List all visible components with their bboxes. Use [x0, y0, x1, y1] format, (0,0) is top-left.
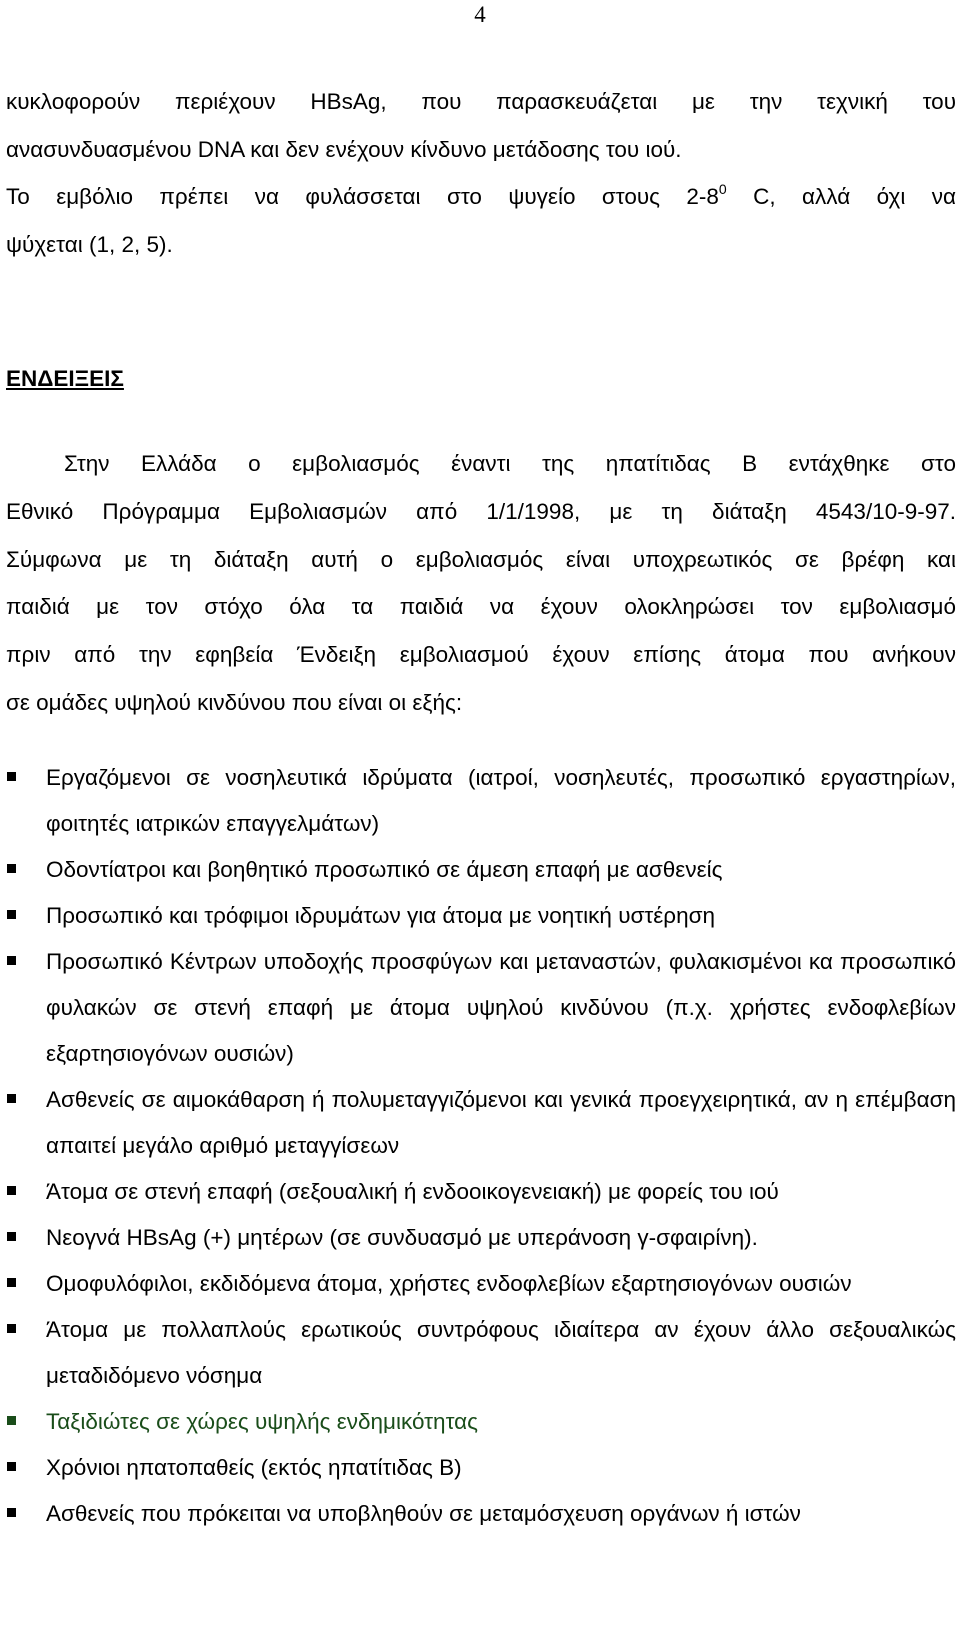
list-item-text: Προσωπικό Κέντρων υποδοχής προσφύγων και μεταναστών, φυλακισμένοι κα προσωπικό φυλακών σε στενή επαφή με άτομα υψηλού κινδύνου (π.χ. χρήστες ενδοφλεβίων εξαρτησιογόνων ουσιών) [46, 949, 956, 1066]
square-bullet-icon [7, 1508, 16, 1517]
list-item [6, 1445, 956, 1491]
paragraph-line: Σύμφωνα με τη διάταξη αυτή ο εμβολιασμός είναι υποχρεωτικός σε βρέφη και [6, 546, 956, 572]
square-bullet-icon [7, 864, 16, 873]
paragraph-line: πριν από την εφηβεία Ένδειξη εμβολιασμού έχουν επίσης άτομα που ανήκουν [6, 642, 956, 668]
list-item [6, 1399, 956, 1445]
square-bullet-icon [7, 1278, 16, 1287]
list-item-text: Άτομα σε στενή επαφή (σεξουαλική ή ενδοοικογενειακή) με φορείς του ιού [46, 1179, 779, 1204]
paragraph-line: σε ομάδες υψηλού κινδύνου που είναι οι εξής: [6, 689, 463, 715]
square-bullet-icon [7, 1232, 16, 1241]
intro-line: κυκλοφορούν περιέχουν HBsAg, που παρασκευάζεται με την τεχνική του [6, 89, 956, 114]
list-item [6, 1307, 956, 1399]
list-item [6, 1215, 956, 1261]
square-bullet-icon [7, 956, 16, 965]
square-bullet-icon [7, 910, 16, 919]
intro-line: ψύχεται (1, 2, 5). [6, 231, 173, 257]
list-item-text: Νεογνά HBsAg (+) μητέρων (σε συνδυασμό με υπεράνοση γ-σφαιρίνη). [46, 1225, 758, 1250]
list-item [6, 893, 956, 939]
list-item-text: Εργαζόμενοι σε νοσηλευτικά ιδρύματα (ιατροί, νοσηλευτές, προσωπικό εργαστηρίων, φοιτητές ιατρικών επαγγελμάτων) [46, 765, 956, 836]
list-item [6, 939, 956, 1077]
list-item [6, 1169, 956, 1215]
section-heading: ΕΝΔΕΙΞΕΙΣ [6, 366, 124, 391]
intro-line-storage [6, 173, 956, 221]
page-number: 4 [474, 2, 486, 27]
list-item [6, 1491, 956, 1537]
list-item-text: Άτομα με πολλαπλούς ερωτικούς συντρόφους ιδιαίτερα αν έχουν άλλο σεξουαλικώς μεταδιδόμενο νόσημα [46, 1317, 956, 1388]
list-item-text: Χρόνιοι ηπατοπαθείς (εκτός ηπατίτιδας Β) [46, 1455, 462, 1480]
indications-paragraph [6, 440, 956, 727]
storage-text-end: C, αλλά όχι να [726, 184, 956, 209]
square-bullet-icon [7, 1416, 16, 1425]
paragraph-line: παιδιά με τον στόχο όλα τα παιδιά να έχουν ολοκληρώσει τον εμβολιασμό [6, 594, 956, 620]
list-item-text: Ταξιδιώτες σε χώρες υψηλής ενδημικότητας [46, 1409, 478, 1434]
square-bullet-icon [7, 1324, 16, 1333]
list-item-text: Προσωπικό και τρόφιμοι ιδρυμάτων για άτομα με νοητική υστέρηση [46, 903, 716, 928]
list-item [6, 847, 956, 893]
risk-group-list [6, 755, 956, 1537]
paragraph-line: Εθνικό Πρόγραμμα Εμβολιασμών από 1/1/1998, με τη διάταξη 4543/10-9-97. [6, 498, 956, 524]
square-bullet-icon [7, 1186, 16, 1195]
storage-text: Το εμβόλιο πρέπει να φυλάσσεται στο ψυγείο στους 2-8 [6, 184, 719, 209]
list-item [6, 755, 956, 847]
square-bullet-icon [7, 1462, 16, 1471]
paragraph-line: Στην Ελλάδα ο εμβολιασμός έναντι της ηπατίτιδας Β εντάχθηκε στο [64, 451, 956, 476]
list-item-text: Ασθενείς που πρόκειται να υποβληθούν σε μεταμόσχευση οργάνων ή ιστών [46, 1501, 801, 1526]
list-item [6, 1261, 956, 1307]
square-bullet-icon [7, 772, 16, 781]
degree-superscript: 0 [718, 181, 727, 197]
list-item-text: Ασθενείς σε αιμοκάθαρση ή πολυμεταγγιζόμενοι και γενικά προεγχειρητικά, αν η επέμβαση απαιτεί μεγάλο αριθμό μεταγγίσεων [46, 1087, 956, 1158]
list-item-text: Οδοντίατροι και βοηθητικό προσωπικό σε άμεση επαφή με ασθενείς [46, 857, 723, 882]
list-item [6, 1077, 956, 1169]
intro-line: ανασυνδυασμένου DNA και δεν ενέχουν κίνδυνο μετάδοσης του ιού. [6, 136, 682, 162]
list-item-text: Ομοφυλόφιλοι, εκδιδόμενα άτομα, χρήστες ενδοφλεβίων εξαρτησιογόνων ουσιών [46, 1271, 852, 1296]
intro-paragraph [6, 78, 956, 268]
square-bullet-icon [7, 1094, 16, 1103]
